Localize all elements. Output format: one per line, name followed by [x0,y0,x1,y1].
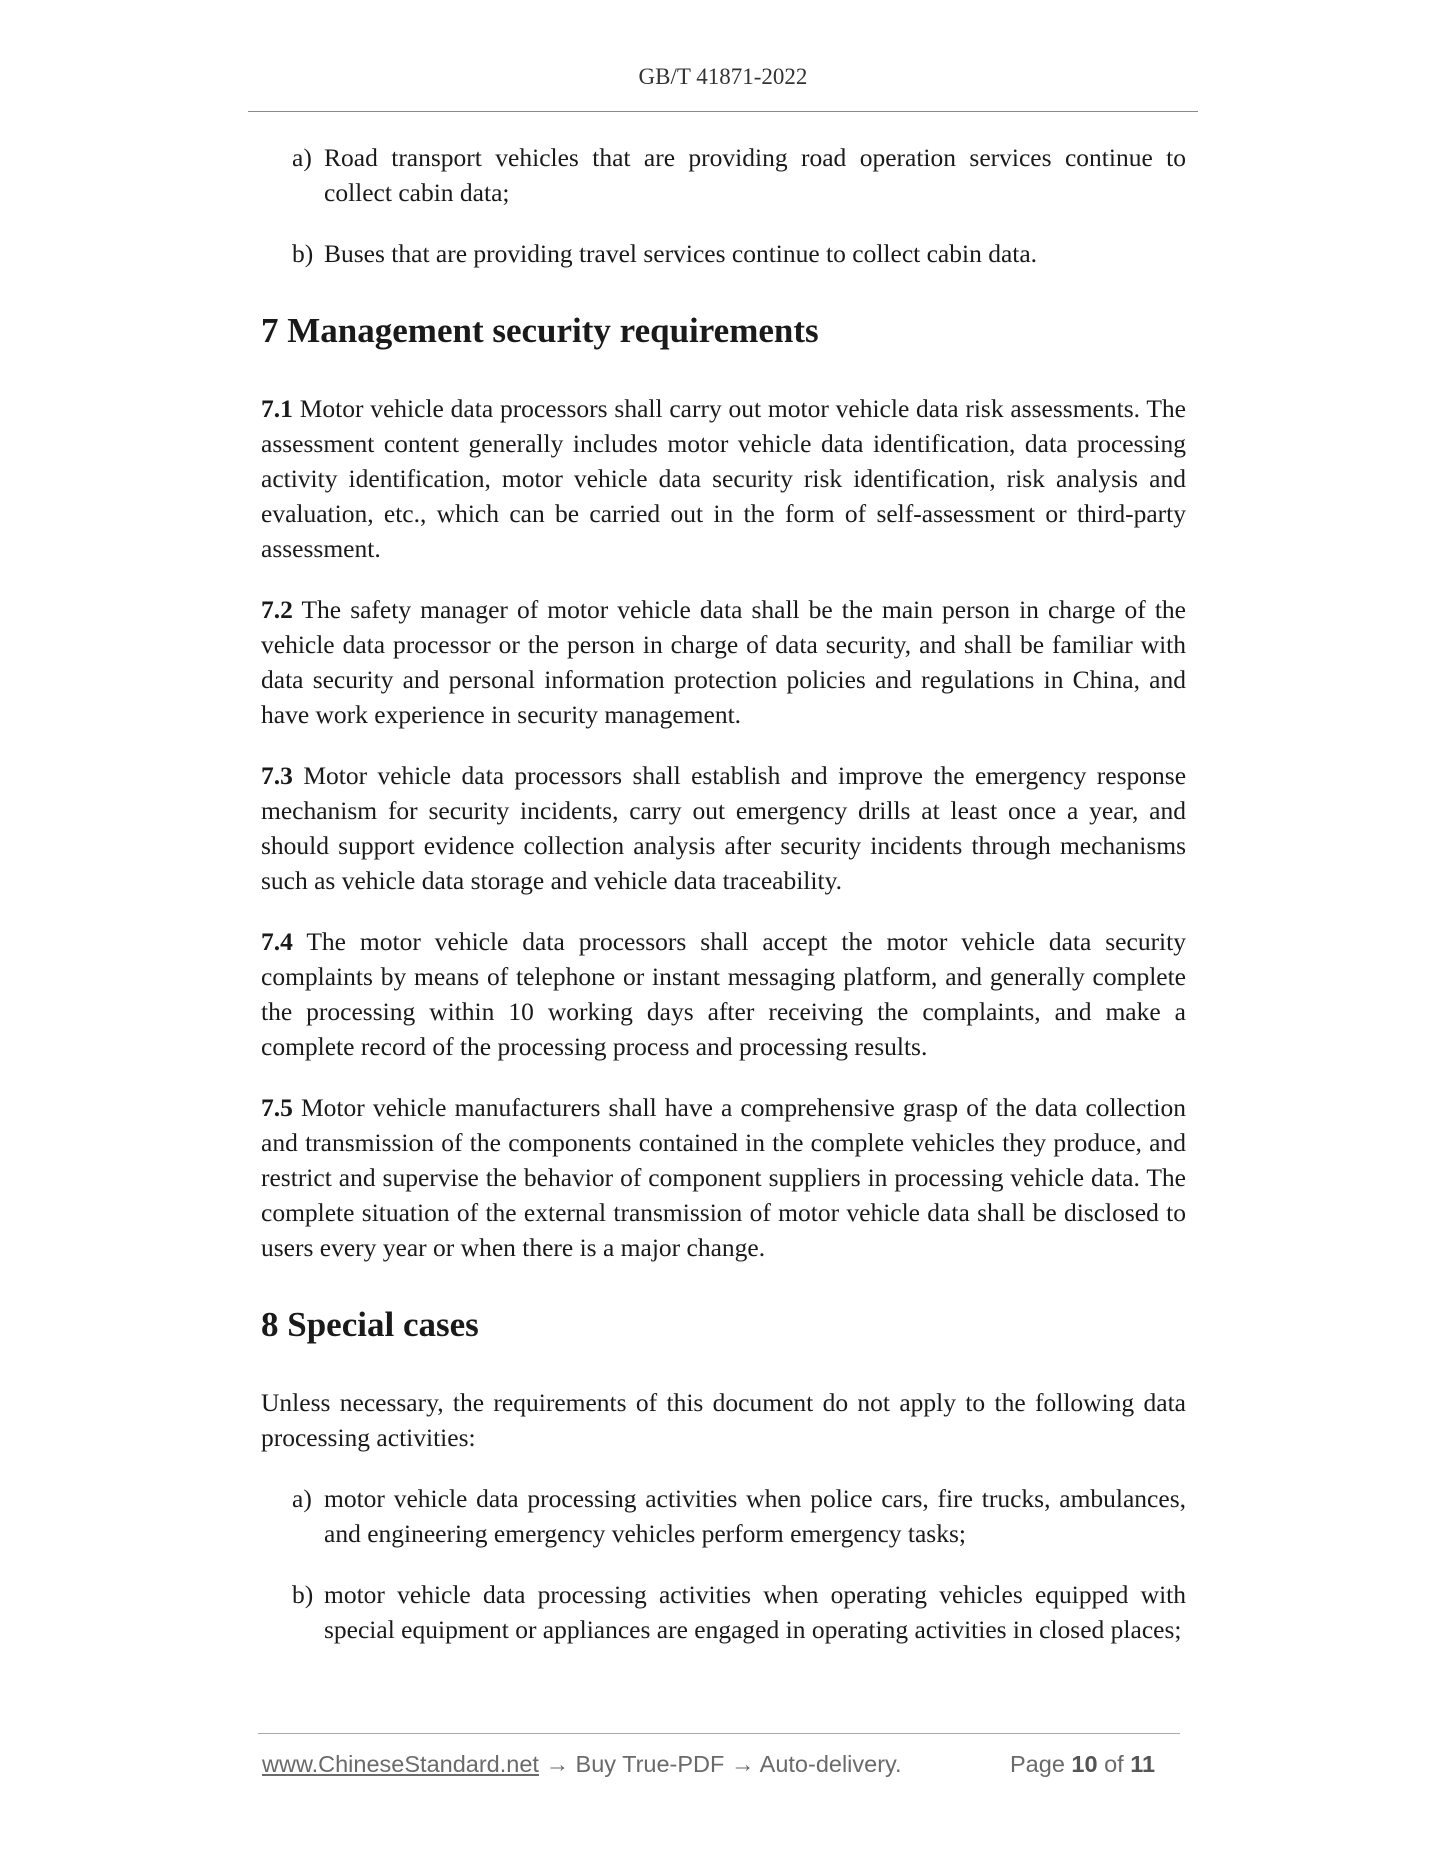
clause-7-5 [261,1090,1186,1265]
clause-text: Motor vehicle manufacturers shall have a comprehensive grasp of the data collection and transmission of the components contained in the complete vehicles they produce, and restrict and supervise the behavior of component suppliers in processing vehicle data. The complete situation of the external transmission of motor vehicle data shall be disclosed to users every year or when there is a major change. [261,1093,1186,1262]
running-header: GB/T 41871-2022 [638,64,808,89]
arrow-right-icon: → [730,1751,755,1777]
list-label: a) [292,1484,312,1513]
clause-text: Motor vehicle data processors shall establish and improve the emergency response mechanism for security incidents, carry out emergency drills at least once a year, and should support evidence collection analysis after security incidents through mechanisms such as vehicle data storage and vehicle data traceability. [261,761,1187,895]
delivery-text: Auto-delivery. [759,1751,902,1777]
clause-number: 7.2 [261,595,293,624]
clause-number: 7.3 [261,761,293,790]
clause-number: 7.4 [261,927,293,956]
list-item-special-a [292,1481,1186,1551]
page-label: Page [1010,1751,1065,1777]
arrow-right-icon: → [545,1751,569,1777]
page-number [1010,1751,1155,1778]
list-text: Buses that are providing travel services continue to collect cabin data. [324,239,1038,268]
clause-7-1 [261,391,1186,566]
footer-promo [262,1751,902,1778]
page-total: 11 [1130,1751,1156,1777]
list-label: b) [292,239,314,268]
list-item-top-a [292,140,1186,210]
clause-number: 7.1 [261,394,293,423]
clause-7-3 [261,758,1186,898]
footer-divider [258,1733,1180,1734]
list-label: a) [292,143,312,172]
header-divider [248,111,1198,112]
list-text: motor vehicle data processing activities when police cars, fire trucks, ambulances, and engineering emergency vehicles perform emergency tasks; [324,1484,1186,1548]
page-body [261,140,1186,1673]
list-item-top-b [292,236,1186,271]
list-text: Road transport vehicles that are providing road operation services continue to collect cabin data; [324,143,1186,207]
list-text: motor vehicle data processing activities when operating vehicles equipped with special equipment or appliances are engaged in operating activities in closed places; [324,1580,1186,1644]
section-8-intro: Unless necessary, the requirements of this document do not apply to the following data processing activities: [261,1388,1186,1452]
list-label: b) [292,1580,314,1609]
clause-text: The motor vehicle data processors shall accept the motor vehicle data security complaints by means of telephone or instant messaging platform, and generally complete the processing within 10 working days after receiving the complaints, and make a complete record of the processing process and processing results. [261,927,1186,1061]
of-label: of [1104,1751,1124,1777]
website-link[interactable]: www.ChineseStandard.net [262,1751,539,1777]
clause-text: Motor vehicle data processors shall carry out motor vehicle data risk assessments. The assessment content generally includes motor vehicle data identification, data processing activity identification, motor vehicle data security risk identification, risk analysis and evaluation, etc., which can be carried out in the form of self-assessment or third-party assessment. [261,394,1186,563]
section-7-heading: 7 Management security requirements [261,311,819,350]
clause-7-4 [261,924,1186,1064]
clause-7-2 [261,592,1186,732]
clause-text: The safety manager of motor vehicle data shall be the main person in charge of the vehicle data processor or the person in charge of data security, and shall be familiar with data security and personal information protection policies and regulations in China, and have work experience in security management. [261,595,1186,729]
section-8-heading: 8 Special cases [261,1305,479,1344]
list-item-special-b [292,1577,1186,1647]
clause-number: 7.5 [261,1093,293,1122]
page-current: 10 [1071,1751,1098,1777]
buy-text: Buy True-PDF [575,1751,725,1777]
